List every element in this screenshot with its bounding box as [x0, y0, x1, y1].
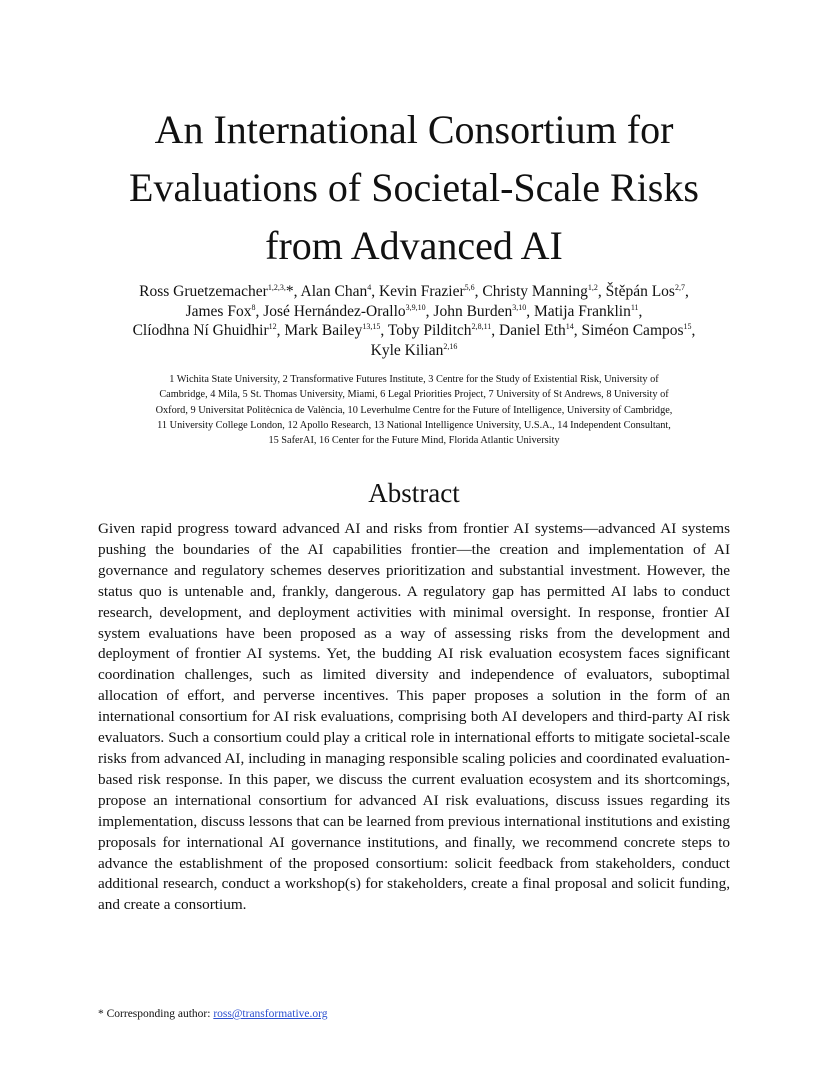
- footnote-label: * Corresponding author:: [98, 1008, 214, 1020]
- author: Mark Bailey$^{13,15}$,: [284, 322, 388, 339]
- author: Alan Chan$^4$,: [300, 283, 379, 300]
- author: Daniel Eth$^{14}$,: [499, 322, 582, 339]
- title-line-2: Evaluations of Societal-Scale Risks: [129, 165, 699, 210]
- footnote-corresponding-author: [98, 1006, 738, 1022]
- author: Toby Pilditch$^{2,8,11}$,: [387, 322, 500, 339]
- author: Clíodhna Ní Ghuidhir$^{12}$,: [132, 322, 285, 339]
- paper-title: [60, 101, 768, 275]
- affiliation-line: 11 University College London, 12 Apollo Research, 13 National Intelligence University, U.S.A., 14 Independent Consultant,: [157, 419, 671, 431]
- author: Matija Franklin$^{11}$,: [533, 302, 643, 320]
- affiliation-line: 15 SaferAI, 16 Center for the Future Mind, Florida Atlantic University: [268, 435, 560, 447]
- abstract-heading: Abstract: [368, 478, 460, 508]
- title-line-3: from Advanced AI: [265, 223, 563, 268]
- abstract-body: Given rapid progress toward advanced AI and risks from frontier AI systems—advanced AI systems pushing the boundaries of the AI capabilities frontier—the creation and implementation of AI governance and regulatory schemes deserves prioritization and substantial investment. However, the status quo is untenable and, frankly, dangerous. A regulatory gap has permitted AI labs to conduct research, development, and deployment activities with minimal oversight. In response, frontier AI system evaluations have been proposed as a way of assessing risks from the development and deployment of frontier AI systems. Yet, the budding AI risk evaluation ecosystem faces significant coordination challenges, such as limited diversity and independence of evaluators, suboptimal allocation of effort, and perverse incentives. This paper proposes a solution in the form of an international consortium for AI risk evaluations, comprising both AI developers and third-party AI risk evaluators. Such a consortium could play a critical role in international efforts to mitigate societal-scale risks from advanced AI, including in managing responsible scaling policies and coordinated evaluation-based risk response. In this paper, we discuss the current evaluation ecosystem and its shortcomings, propose an international consortium for advanced AI risk evaluations, discuss issues regarding its implementation, discuss lessons that can be learned from previous international institutions and existing proposals for international AI governance institutions, and finally, we recommend concrete steps to advance the establishment of the proposed consortium: solicit feedback from stakeholders, conduct additional research, conduct a workshop(s) for stakeholders, create a final proposal and solicit funding, and create a consortium.: [98, 520, 730, 914]
- author: John Burden$^{3,10}$,: [433, 302, 534, 320]
- author-list: [92, 282, 736, 360]
- author: Ross Gruetzemacher$^{1,2,3,}$*,: [139, 283, 301, 300]
- author-email-link[interactable]: ross@transformative.org: [213, 1008, 328, 1020]
- author: Kyle Kilian$^{2,16}$: [370, 341, 458, 359]
- affiliation-line: 1 Wichita State University, 2 Transformative Futures Institute, 3 Centre for the Study of Existential Risk, University of: [169, 374, 659, 385]
- title-line-1: An International Consortium for: [154, 107, 674, 152]
- affiliation-line: Cambridge, 4 Mila, 5 St. Thomas University, Miami, 6 Legal Priorities Project, 7 University of St Andrews, 8 University of: [159, 389, 669, 401]
- affiliations: [92, 372, 736, 448]
- affiliation-line: Oxford, 9 Universitat Politècnica de València, 10 Leverhulme Centre for the Future of Intelligence, University of Cambridge,: [155, 404, 673, 416]
- author: Kevin Frazier$^{5,6}$,: [378, 283, 483, 300]
- author: James Fox$^8$,: [185, 302, 264, 320]
- author: Štěpán Los$^{2,7}$,: [605, 283, 689, 300]
- author: José Hernández-Orallo$^{3,9,10}$,: [263, 302, 434, 320]
- author: Christy Manning$^{1,2}$,: [482, 283, 606, 300]
- author: Siméon Campos$^{15}$,: [581, 322, 696, 339]
